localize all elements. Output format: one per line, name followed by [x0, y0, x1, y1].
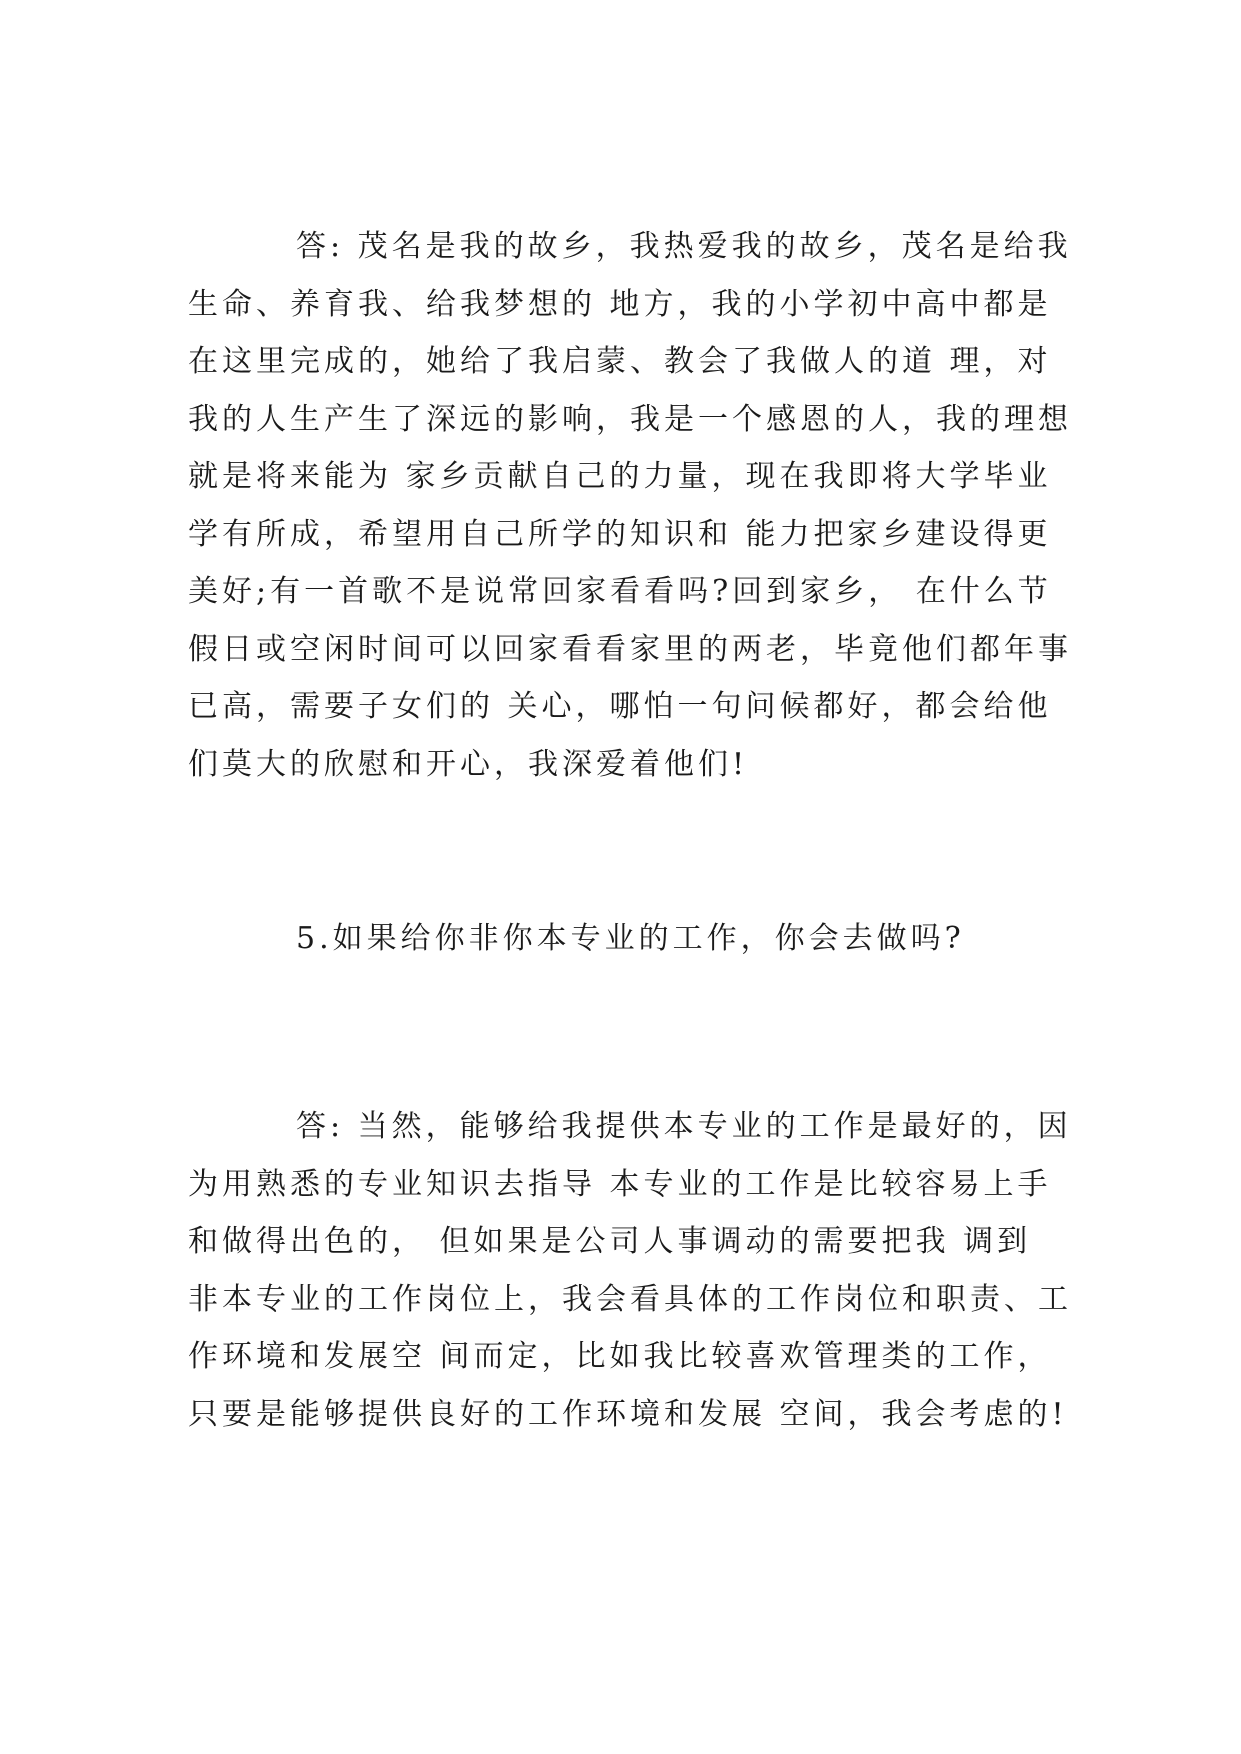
text-line: 假日或空闲时间可以回家看看家里的两老，毕竟他们都年事 [188, 631, 1072, 667]
text-line: 学有所成，希望用自己所学的知识和 能力把家乡建设得更 [188, 516, 1052, 552]
text-line: 已高，需要子女们的 关心，哪怕一句问候都好，都会给他 [188, 689, 1052, 724]
text-line: 和做得出色的， 但如果是公司人事调动的需要把我 调到 [188, 1224, 1032, 1259]
text-line: 答: 当然，能够给我提供本专业的工作是最好的，因 [296, 1109, 1072, 1144]
question-heading-5 [188, 910, 1058, 968]
text-line: 在这里完成的，她给了我启蒙、教会了我做人的道 理，对 [188, 344, 1052, 379]
text-line: 只要是能够提供良好的工作环境和发展 空间，我会考虑的! [188, 1396, 1068, 1432]
text-line: 非本专业的工作岗位上，我会看具体的工作岗位和职责、工 [188, 1281, 1072, 1317]
text-line: 答: 茂名是我的故乡，我热爱我的故乡，茂名是给我 [296, 229, 1072, 264]
text-line: 作环境和发展空 间而定，比如我比较喜欢管理类的工作， [188, 1339, 1052, 1374]
text-line: 生命、养育我、给我梦想的 地方，我的小学初中高中都是 [188, 286, 1052, 322]
text-line: 们莫大的欣慰和开心，我深爱着他们! [188, 746, 749, 782]
text-line: 美好;有一首歌不是说常回家看看吗?回到家乡， 在什么节 [188, 574, 1052, 609]
text-line: 就是将来能为 家乡贡献自己的力量，现在我即将大学毕业 [188, 459, 1052, 494]
text-line: 我的人生产生了深远的影响，我是一个感恩的人，我的理想 [188, 401, 1072, 437]
text-line: 为用熟悉的专业知识去指导 本专业的工作是比较容易上手 [188, 1166, 1052, 1202]
question-text: 5.如果给你非你本专业的工作，你会去做吗? [296, 921, 965, 956]
answer-paragraph-1 [188, 218, 1072, 793]
answer-paragraph-2 [188, 1098, 1072, 1443]
